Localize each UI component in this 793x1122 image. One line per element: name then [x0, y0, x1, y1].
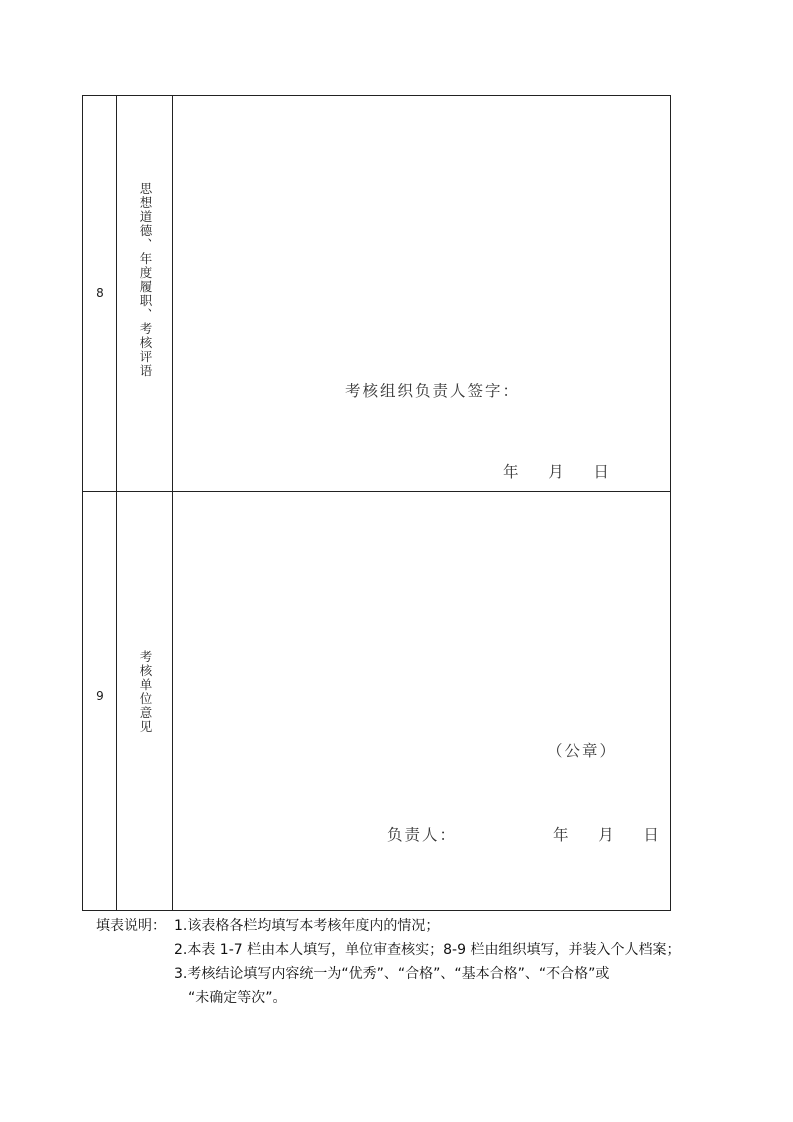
- date-line: 年 月 日: [553, 826, 661, 844]
- unit-opinion-cell[interactable]: [173, 492, 670, 910]
- row-label: [117, 650, 173, 734]
- signature-prompt: 考核组织负责人签字：: [345, 382, 521, 400]
- row-label-cell: [117, 96, 173, 491]
- row-label: [117, 182, 173, 378]
- table-row-9: [83, 492, 670, 910]
- instruction-item-1: 1.该表格各栏均填写本考核年度内的情况；: [174, 918, 440, 934]
- table-row-8: [83, 96, 670, 492]
- row-number: 9: [96, 689, 104, 703]
- assessment-comment-cell[interactable]: [173, 96, 670, 491]
- instruction-item-3-cont: “未确定等次”。: [188, 990, 287, 1006]
- instructions-label: 填表说明：: [96, 918, 166, 934]
- row-number-cell: [83, 96, 117, 491]
- row-number-cell: [83, 492, 117, 910]
- row-label-text: 思想道德、年度履职、考核评语: [138, 182, 153, 378]
- instruction-item-3: 3.考核结论填写内容统一为“优秀”、“合格”、“基本合格”、“不合格”或: [174, 966, 610, 982]
- leader-label: 负责人：: [387, 826, 458, 844]
- row-label-cell: [117, 492, 173, 910]
- row-label-text: 考核单位意见: [138, 650, 153, 734]
- instruction-item-2: 2.本表 1-7 栏由本人填写，单位审查核实；8-9 栏由组织填写，并装入个人档案；: [174, 942, 681, 958]
- date-line: 年 月 日: [503, 463, 611, 481]
- row-number: 8: [96, 286, 104, 300]
- official-seal-label: （公章）: [547, 742, 618, 760]
- assessment-form-table: [82, 95, 671, 911]
